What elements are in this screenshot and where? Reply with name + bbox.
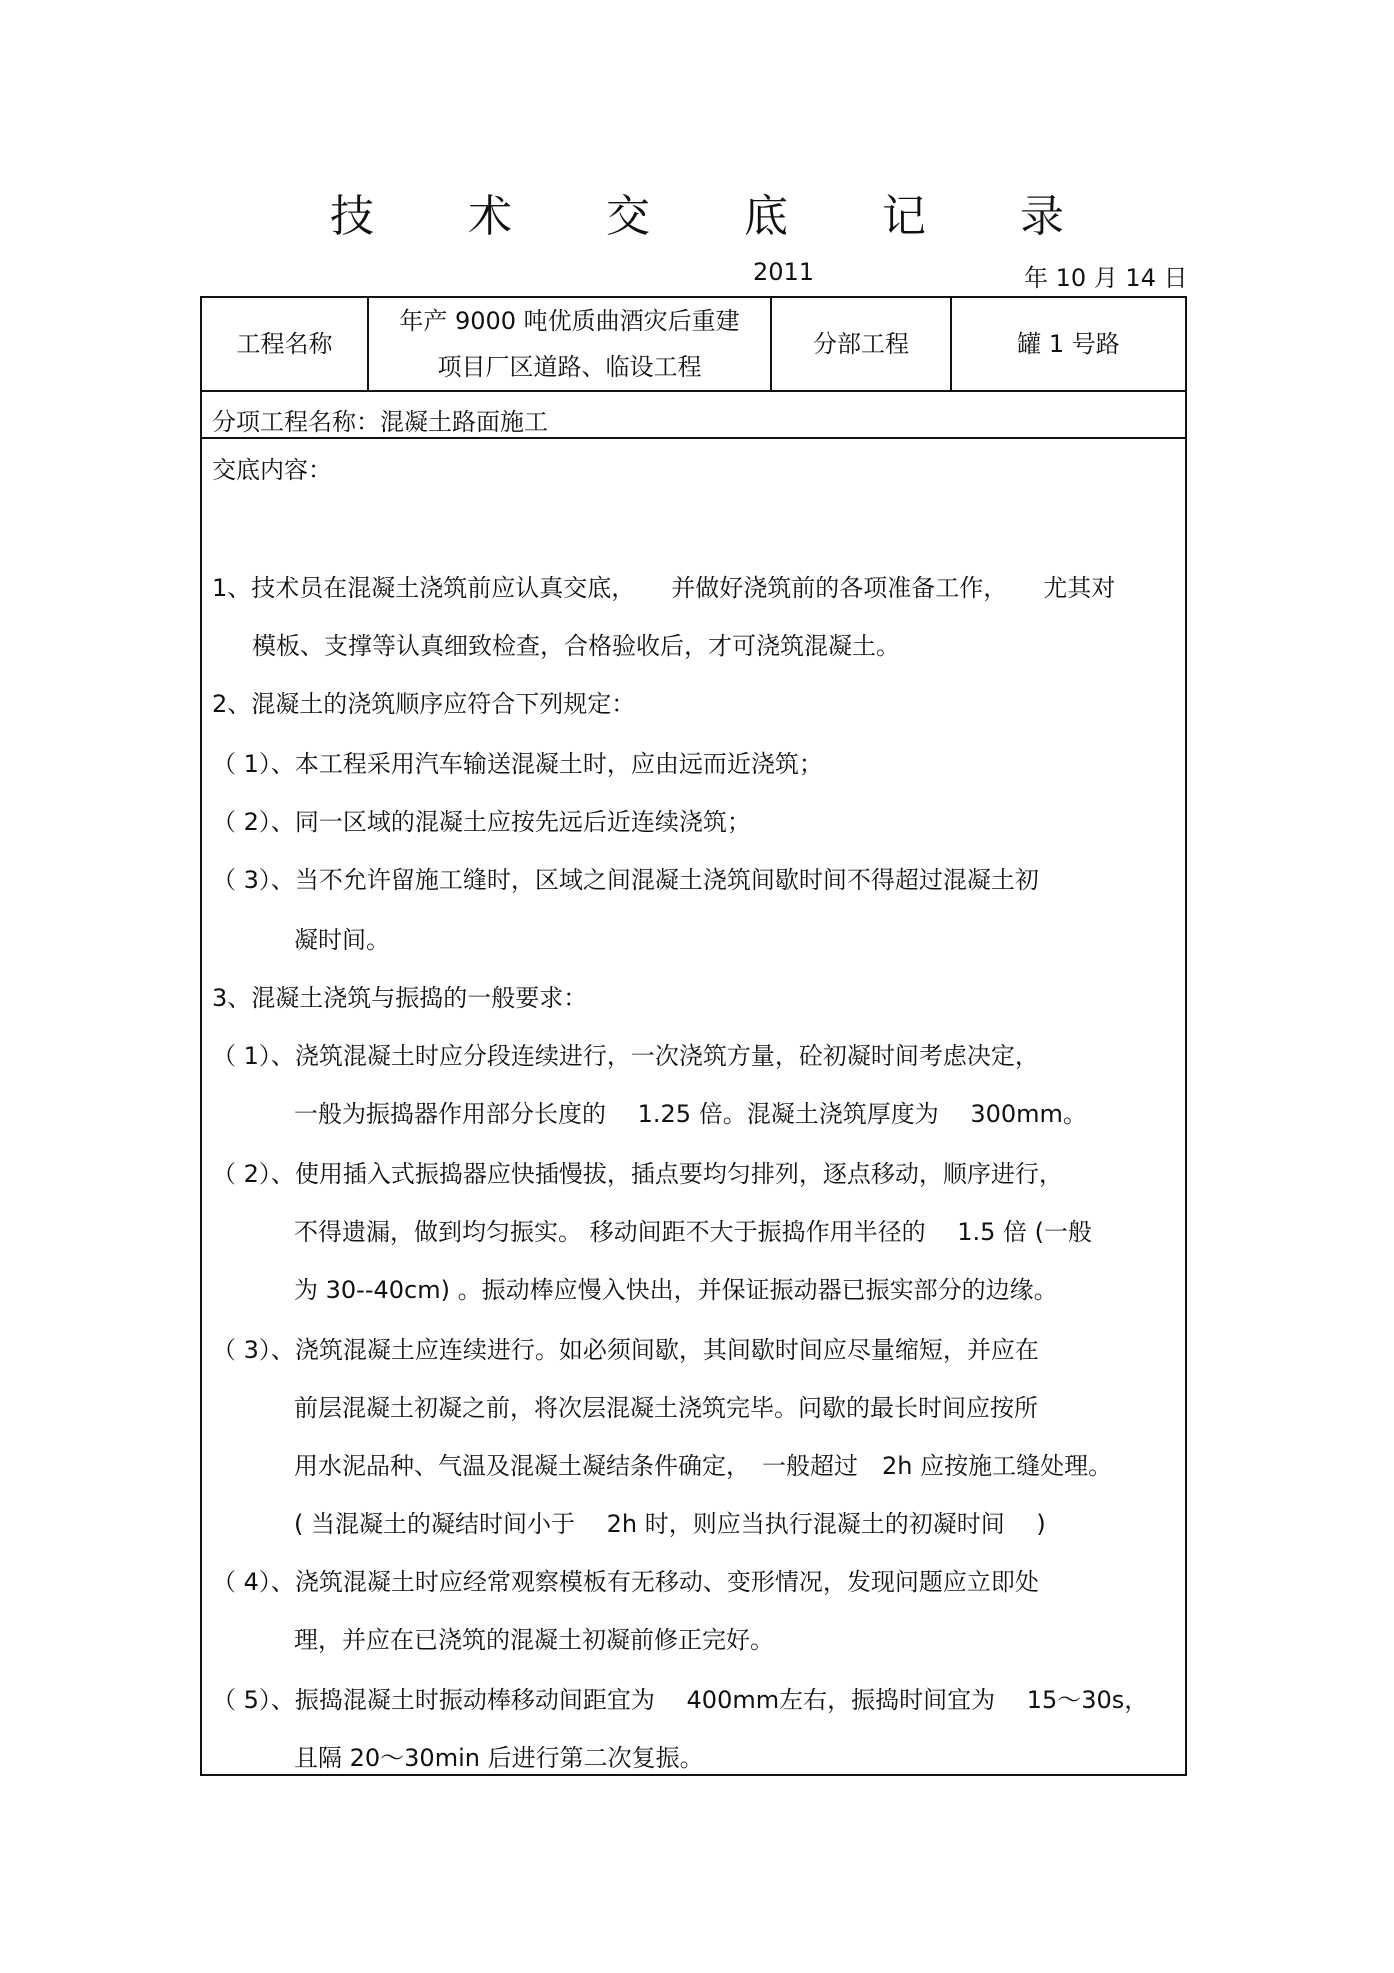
date-month-day: 年 10 月 14 日 xyxy=(1024,264,1188,292)
content-line: （ 2）、同一区域的混凝土应按先远后近连续浇筑； xyxy=(212,808,751,836)
project-name-value xyxy=(369,298,770,390)
content-line: 模板、支撑等认真细致检查，合格验收后，才可浇筑混凝土。 xyxy=(252,632,900,660)
table-border-right xyxy=(1185,296,1187,1776)
table-border-bottom xyxy=(200,1774,1187,1776)
content-line: 用水泥品种、气温及混凝土凝结条件确定， 一般超过 2h 应按施工缝处理。 xyxy=(294,1452,1113,1480)
subitem-project-name: 分项工程名称：混凝土路面施工 xyxy=(212,408,548,436)
content-line: （ 3）、当不允许留施工缝时，区域之间混凝土浇筑间歇时间不得超过混凝土初 xyxy=(212,866,1039,894)
content-line: （ 2）、使用插入式振捣器应快插慢拔，插点要均匀排列，逐点移动，顺序进行， xyxy=(212,1160,1063,1188)
content-line: 理，并应在已浇筑的混凝土初凝前修正完好。 xyxy=(294,1626,774,1654)
content-line: 一般为振捣器作用部分长度的 1.25 倍。混凝土浇筑厚度为 300mm。 xyxy=(294,1100,1087,1128)
content-line: （ 3）、浇筑混凝土应连续进行。如必须间歇，其间歇时间应尽量缩短，并应在 xyxy=(212,1336,1039,1364)
content-line: 2、混凝土的浇筑顺序应符合下列规定： xyxy=(212,690,636,718)
content-line: 不得遗漏，做到均匀振实。 移动间距不大于振捣作用半径的 1.5 倍 (一般 xyxy=(294,1218,1093,1246)
content-line: （ 1）、浇筑混凝土时应分段连续进行，一次浇筑方量，砼初凝时间考虑决定， xyxy=(212,1042,1039,1070)
content-line: （ 1）、本工程采用汽车输送混凝土时，应由远而近浇筑； xyxy=(212,750,823,778)
content-line: 且隔 20～30min 后进行第二次复振。 xyxy=(294,1744,704,1772)
content-line: 为 30--40cm) 。振动棒应慢入快出，并保证振动器已振实部分的边缘。 xyxy=(294,1276,1058,1304)
content-line: （ 5）、振捣混凝土时振动棒移动间距宜为 400mm左右，振捣时间宜为 15～30s， xyxy=(212,1686,1149,1714)
table-border-left xyxy=(200,296,202,1776)
content-line: 前层混凝土初凝之前，将次层混凝土浇筑完毕。问歇的最长时间应按所 xyxy=(294,1394,1038,1422)
date-year: 2011 xyxy=(753,258,815,286)
content-label: 交底内容： xyxy=(212,456,332,484)
content-line: ( 当混凝土的凝结时间小于 2h 时，则应当执行混凝土的初凝时间 ) xyxy=(294,1510,1046,1538)
project-name-value-line-1: 年产 9000 吨优质曲酒灾后重建 xyxy=(399,307,740,335)
subitem-row-divider xyxy=(200,437,1187,439)
content-line: （ 4）、浇筑混凝土时应经常观察模板有无移动、变形情况，发现问题应立即处 xyxy=(212,1568,1039,1596)
project-name-value-line-2: 项目厂区道路、临设工程 xyxy=(437,353,702,381)
content-line: 凝时间。 xyxy=(294,926,390,954)
header-row-divider xyxy=(200,390,1187,392)
division-label: 分部工程 xyxy=(813,330,909,358)
document-title: 技 术 交 底 记 录 xyxy=(330,191,1104,242)
division-value: 罐 1 号路 xyxy=(1017,330,1120,358)
content-line: 3、混凝土浇筑与振捣的一般要求： xyxy=(212,984,588,1012)
content-line: 1、技术员在混凝土浇筑前应认真交底， 并做好浇筑前的各项准备工作， 尤其对 xyxy=(212,574,1116,602)
project-name-label: 工程名称 xyxy=(236,330,333,358)
